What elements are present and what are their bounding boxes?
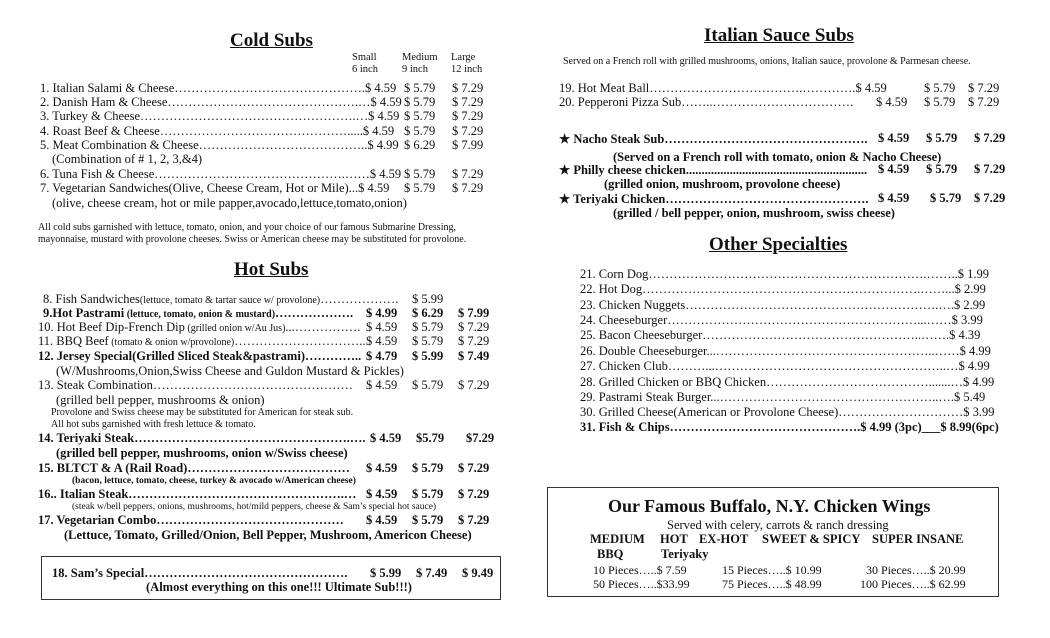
star-icon: ★ [559, 132, 571, 146]
price-small: $ 4.59 [366, 487, 398, 501]
menu-item-note: (Almost everything on this one!!! Ultimate Sub!!!) [146, 580, 412, 594]
menu-item-note: (Served on a French roll with tomato, onion & Nacho Cheese) [613, 150, 942, 164]
other-specialties-heading: Other Specialties [709, 234, 848, 255]
price-medium: $ 6.29 [404, 138, 436, 152]
price-medium: $ 5.79 [926, 131, 958, 145]
price-medium: $ 5.79 [412, 513, 444, 527]
size-header-large: Large 12 inch [451, 52, 483, 75]
price-large: $ 7.29 [974, 162, 1006, 176]
menu-item: 11. BBQ Beef (tomato & onion w/provolone)………………………….. [38, 334, 366, 348]
price-small: $ 4.59 [366, 461, 398, 475]
star-icon: ★ [559, 163, 571, 177]
price-medium: $ 5.99 [412, 349, 444, 363]
wings-flavor: HOT [660, 532, 688, 546]
wings-price: 100 Pieces…..$ 62.99 [860, 577, 966, 591]
wings-price: 75 Pieces…..$ 48.99 [722, 577, 822, 591]
price-small: $ 4.59 [878, 191, 910, 205]
price-large: $ 7.29 [452, 124, 484, 138]
price-large: $ 7.29 [452, 109, 484, 123]
price-large: $ 7.29 [458, 334, 490, 348]
price-large: $7.29 [466, 431, 495, 445]
price-large: $ 7.29 [968, 81, 1000, 95]
price-large: $ 7.29 [458, 378, 490, 392]
size-header-medium: Medium 9 inch [402, 52, 438, 75]
price-medium: $ 7.49 [416, 566, 448, 580]
price-medium: $ 5.79 [926, 162, 958, 176]
menu-item: 22. Hot Dog………………………………………………………….……...$ 2.99 [580, 282, 986, 296]
wings-flavor: SWEET & SPICY [762, 532, 861, 546]
menu-item: 17. Vegetarian Combo……………………………………… [38, 513, 344, 527]
price-small: $ 4.59 [876, 95, 908, 109]
menu-item: 3. Turkey & Cheese…………………………………………….…$ 4.59 [40, 109, 400, 123]
menu-item: 14. Teriyaki Steak…………………………………………….…. [38, 431, 366, 445]
italian-subs-heading: Italian Sauce Subs [704, 25, 854, 46]
menu-item: 16.. Italian Steak…………………………………………….… [38, 487, 357, 501]
price-small: $ 4.79 [366, 349, 398, 363]
menu-item: ★ Philly cheese chicken.......................................................... [559, 163, 868, 177]
price-medium: $ 5.79 [404, 124, 436, 138]
price-large: $ 7.29 [458, 513, 490, 527]
price-small: $ 4.59 [366, 378, 398, 392]
menu-item: 25. Bacon Cheeseburger……………………………………………..…….$ 4.39 [580, 328, 981, 342]
price-medium: $ 5.79 [924, 95, 956, 109]
hot-subs-note: All hot subs garnished with fresh lettuce & tomato. [51, 419, 256, 430]
menu-item-note: (bacon, lettuce, tomato, cheese, turkey & avocado w/American cheese) [72, 476, 356, 486]
menu-item: 12. Jersey Special(Grilled Sliced Steak&pastrami)………….. [38, 349, 362, 363]
menu-item: 29. Pastrami Steak Burger...……………………………………………..….$ 5.49 [580, 390, 986, 404]
price-medium: $ 5.79 [404, 95, 436, 109]
menu-item: 27. Chicken Club………...………………………………………………..…$ 4.99 [580, 359, 990, 373]
price-large: $ 7.29 [458, 320, 490, 334]
wings-price: 50 Pieces…..$33.99 [593, 577, 690, 591]
price-large: $ 7.29 [458, 487, 490, 501]
price-medium: $ 5.79 [404, 81, 436, 95]
menu-item: 15. BLTCT & A (Rail Road)………………………………… [38, 461, 350, 475]
cold-subs-heading: Cold Subs [230, 30, 313, 51]
menu-item: 20. Pepperoni Pizza Sub……..……………………………. [559, 95, 854, 109]
price-small: $ 4.99 [366, 306, 398, 320]
price-small: $ 4.59 [366, 513, 398, 527]
menu-item-note: (grilled / bell pepper, onion, mushroom, swiss cheese) [613, 206, 895, 220]
menu-item: 13. Steak Combination………………………………………… [38, 378, 353, 392]
menu-item: 19. Hot Meat Ball……………………………….………….$ 4.59 [559, 81, 887, 95]
wings-price: 10 Pieces…..$ 7.59 [593, 563, 687, 577]
price-medium: $ 5.79 [412, 461, 444, 475]
price-small: $ 4.59 [878, 131, 910, 145]
menu-item-note: (steak w/bell peppers, onions, mushrooms, hot/mild peppers, cheese & Sam’s special hot sauce) [72, 502, 437, 512]
hot-subs-heading: Hot Subs [234, 259, 309, 280]
price-medium: $ 5.79 [412, 487, 444, 501]
menu-item-note: (Lettuce, Tomato, Grilled/Onion, Bell Pepper, Mushroom, Americon Cheese) [64, 528, 472, 542]
price-medium: $ 6.29 [412, 306, 444, 320]
menu-item-note: (grilled onion, mushroom, provolone cheese) [604, 177, 841, 191]
price-medium: $ 5.79 [404, 181, 436, 195]
menu-item: 10. Hot Beef Dip-French Dip (grilled onion w/Au Jus)...……………. [38, 320, 361, 334]
wings-price: 15 Pieces…..$ 10.99 [722, 563, 822, 577]
price-large: $ 7.29 [452, 81, 484, 95]
menu-item-note: (W/Mushrooms,Onion,Swiss Cheese and Guldon Mustard & Pickles) [56, 364, 404, 378]
menu-item: 30. Grilled Cheese(American or Provolone Cheese)…………………………$ 3.99 [580, 405, 995, 419]
menu-item: 23. Chicken Nuggets…………………………………………………….….$ 2.99 [580, 298, 986, 312]
price-large: $ 7.99 [458, 306, 490, 320]
menu-item: 31. Fish & Chips……………………………………….$ 4.99 (3pc)___$ 8.99(6pc) [580, 420, 999, 434]
size-header-small: Small 6 inch [352, 52, 378, 75]
hot-subs-note: Provolone and Swiss cheese may be substituted for American for steak sub. [51, 407, 354, 418]
price-large: $ 7.29 [974, 131, 1006, 145]
star-icon: ★ [559, 192, 571, 206]
menu-item: 6. Tuna Fish & Cheese……………………………………….……$ 4.59 [40, 167, 402, 181]
menu-item: ★ Nacho Steak Sub…………………………………………. [559, 132, 868, 146]
wings-flavor: SUPER INSANE [872, 532, 964, 546]
menu-item-note: (Combination of # 1, 2, 3,&4) [52, 152, 202, 166]
price-large: $ 7.29 [452, 95, 484, 109]
cold-subs-note: All cold subs garnished with lettuce, tomato, onion, and your choice of our famous Submarine Dressing, [38, 222, 456, 233]
menu-item: 4. Roast Beef & Cheese……………………………………….....$ 4.59 [40, 124, 395, 138]
menu-item-note: (grilled bell pepper, mushrooms & onion) [56, 393, 265, 407]
menu-item: 1. Italian Salami & Cheese……………………………………….$ 4.59 [40, 81, 397, 95]
wings-flavor: EX-HOT [699, 532, 749, 546]
menu-item: 24. Cheeseburger……………………………………………………...……$ 3.99 [580, 313, 983, 327]
menu-item: ★ Teriyaki Chicken…………………………………………. [559, 192, 869, 206]
price-medium: $5.79 [416, 431, 445, 445]
price-small: $ 4.59 [366, 320, 398, 334]
wings-price: 30 Pieces…..$ 20.99 [866, 563, 966, 577]
wings-flavor: Teriyaky [661, 547, 709, 561]
wings-subtitle: Served with celery, carrots & ranch dressing [667, 518, 889, 532]
menu-item: 9.Hot Pastrami (lettuce, tomato, onion & mustard)………………. [43, 306, 354, 320]
price-large: $ 7.29 [458, 461, 490, 475]
price-small: $ 5.99 [412, 292, 444, 306]
price-large: $ 7.29 [452, 181, 484, 195]
menu-item: 26. Double Cheeseburger...……………………………………………..……$ 4.99 [580, 344, 991, 358]
menu-item: 28. Grilled Chicken or BBQ Chicken………………………………….......…$ 4.99 [580, 375, 995, 389]
menu-item: 21. Corn Dog………………………………………………………….……..$ 1.99 [580, 267, 990, 281]
menu-item: 7. Vegetarian Sandwiches(Olive, Cheese Cream, Hot or Mile)...$ 4.59 [40, 181, 390, 195]
wings-title: Our Famous Buffalo, N.Y. Chicken Wings [608, 496, 931, 516]
price-medium: $ 5.79 [412, 378, 444, 392]
cold-subs-note: mayonnaise, mustard with provolone cheeses. Swiss or American cheese may be substituted for provolone. [38, 234, 467, 245]
price-medium: $ 5.79 [412, 320, 444, 334]
price-medium: $ 5.79 [412, 334, 444, 348]
price-medium: $ 5.79 [404, 167, 436, 181]
price-large: $ 7.29 [974, 191, 1006, 205]
menu-item: 18. Sam’s Special…………………………………………. [52, 566, 348, 580]
menu-item-note: (grilled bell pepper, mushrooms, onion w/Swiss cheese) [56, 446, 348, 460]
menu-item: 5. Meat Combination & Cheese…………………………………..$ 4.99 [40, 138, 399, 152]
price-large: $ 9.49 [462, 566, 494, 580]
price-large: $ 7.99 [452, 138, 484, 152]
price-large: $ 7.49 [458, 349, 490, 363]
price-small: $ 4.59 [878, 162, 910, 176]
price-medium: $ 5.79 [930, 191, 962, 205]
menu-item-note: (olive, cheese cream, hot or mile papper,avocado,lettuce,tomato,onion) [52, 196, 407, 210]
menu-item: 2. Danish Ham & Cheese……………………………………….…$ 4.59 [40, 95, 402, 109]
price-small: $ 4.59 [366, 334, 398, 348]
menu-item: 8. Fish Sandwiches(lettuce, tomato & tartar sauce w/ provolone)………………. [43, 292, 399, 306]
price-large: $ 7.29 [968, 95, 1000, 109]
wings-flavor: MEDIUM [590, 532, 645, 546]
wings-flavor: BBQ [597, 547, 624, 561]
price-small: $ 5.99 [370, 566, 402, 580]
italian-subs-desc: Served on a French roll with grilled mushrooms, onions, Italian sauce, provolone & Parmesan cheese. [563, 56, 971, 67]
price-medium: $ 5.79 [924, 81, 956, 95]
price-medium: $ 5.79 [404, 109, 436, 123]
price-large: $ 7.29 [452, 167, 484, 181]
price-small: $ 4.59 [370, 431, 402, 445]
